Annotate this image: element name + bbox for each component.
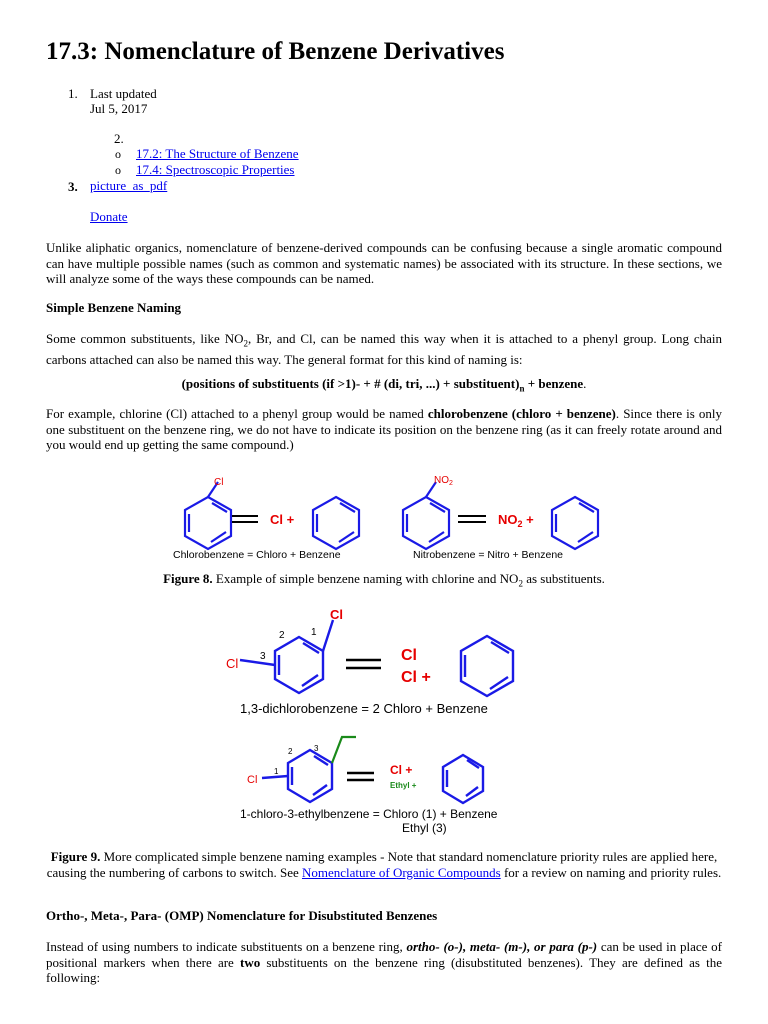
- bullet-icon: o: [115, 163, 121, 177]
- ethyl-bond: [332, 737, 356, 763]
- list-number-3: 3.: [68, 179, 78, 194]
- benzene-ring-icon: [403, 497, 449, 549]
- benzene-ring-icon: [443, 755, 483, 803]
- chlorine-label: Cl: [214, 477, 224, 488]
- carbon-number: 1: [311, 627, 317, 638]
- chlorine-label: Cl: [247, 774, 258, 786]
- link-next-section[interactable]: 17.4: Spectroscopic Properties: [136, 162, 295, 177]
- ethyl-plus-label: Ethyl +: [390, 781, 417, 790]
- substituent-paragraph: Some common substituents, like $NO_2$, Br, and Cl, can be named this way when it is attached to a phenyl group. Long chain carbons attached can also be named this way. The general format for this kind of naming is:: [46, 331, 722, 368]
- last-updated-date: Jul 5, 2017: [90, 101, 148, 116]
- figure-9-diagram: [0, 600, 768, 835]
- chloroethylbenzene-name: 1-chloro-3-ethylbenzene = Chloro (1) + Benzene: [240, 807, 498, 821]
- cl-plus-label: Cl +: [390, 763, 413, 777]
- omp-paragraph: Instead of using numbers to indicate substituents on a benzene ring, ortho- (o-), meta- (m-), or para (p-) can be used in place of positional markers when there are two substituents on the benzene ring (disubstituted benzenes). They are defined as the following:: [46, 939, 722, 985]
- bond-line: [262, 776, 288, 778]
- section-heading-simple-naming: Simple Benzene Naming: [46, 300, 182, 315]
- carbon-number: 3: [314, 744, 319, 753]
- nitrobenzene-name: Nitrobenzene = Nitro + Benzene: [413, 549, 564, 561]
- naming-formula: (positions of substituents (if >1)- + # (di, tri, ...) + $substituent)_n$ + benzene.: [181, 376, 587, 394]
- nitro-label: $NO_2$: [434, 475, 453, 487]
- cl-label: Cl: [401, 647, 417, 664]
- chlorobenzene-paragraph: For example, chlorine (Cl) attached to a phenyl group would be named chlorobenzene (chloro + benzene). Since there is only one substituent on the benzene ring, we do not have to indicate its position on the benzene ring (as it can freely rotate around and you would end up getting the same compound.): [46, 406, 722, 452]
- bond-line: [323, 620, 333, 651]
- donate-link[interactable]: Donate: [90, 209, 128, 224]
- chloroethylbenzene-name-line2: Ethyl (3): [402, 821, 447, 835]
- benzene-ring-icon: [461, 636, 513, 696]
- chlorine-label: Cl: [330, 607, 343, 622]
- benzene-ring-icon: [275, 637, 323, 693]
- carbon-number: 1: [274, 767, 279, 776]
- benzene-ring-icon: [313, 497, 359, 549]
- list-number-2: 2.: [114, 131, 124, 146]
- figure-9-caption: Figure 9. More complicated simple benzene naming examples - Note that standard nomenclature priority rules are applied here, causing the numbering of carbons to switch. See Nomenclature of Organic Compounds for a review on naming and priority rules.: [46, 849, 722, 880]
- carbon-number: 2: [279, 630, 285, 641]
- dichlorobenzene-name: 1,3-dichlorobenzene = 2 Chloro + Benzene: [240, 701, 488, 716]
- cl-plus-label: Cl +: [270, 512, 295, 527]
- bond-line: [240, 660, 275, 665]
- list-number-1: 1.: [68, 86, 78, 101]
- carbon-number: 2: [288, 747, 293, 756]
- benzene-ring-icon: [552, 497, 598, 549]
- carbon-number: 3: [260, 651, 266, 662]
- section-heading-omp: Ortho-, Meta-, Para- (OMP) Nomenclature for Disubstituted Benzenes: [46, 908, 438, 923]
- last-updated-label: Last updated: [90, 86, 157, 101]
- no2-plus-label: $NO_2$ +: [498, 512, 534, 529]
- benzene-ring-icon: [185, 497, 231, 549]
- figure-8-caption: Figure 8. Example of simple benzene naming with chlorine and $NO_2$ as substituents.: [163, 571, 605, 589]
- nomenclature-link[interactable]: Nomenclature of Organic Compounds: [301, 864, 501, 880]
- benzene-ring-icon: [288, 750, 332, 802]
- intro-paragraph: Unlike aliphatic organics, nomenclature of benzene-derived compounds can be confusing because a single aromatic compound can have multiple possible names (such as common and systematic names) be associated with its structure. In these sections, we will analyze some of the ways these compounds can be named.: [46, 240, 722, 286]
- page-title: 17.3: Nomenclature of Benzene Derivatives: [46, 38, 505, 65]
- bullet-icon: o: [115, 147, 121, 161]
- chlorine-label: Cl: [226, 656, 239, 671]
- chlorobenzene-name: Chlorobenzene = Chloro + Benzene: [173, 549, 341, 561]
- pdf-link[interactable]: picture_as_pdf: [90, 178, 168, 193]
- cl-plus-label: Cl +: [401, 669, 431, 686]
- link-prev-section[interactable]: 17.2: The Structure of Benzene: [136, 146, 299, 161]
- figure-8-diagram: [0, 465, 768, 570]
